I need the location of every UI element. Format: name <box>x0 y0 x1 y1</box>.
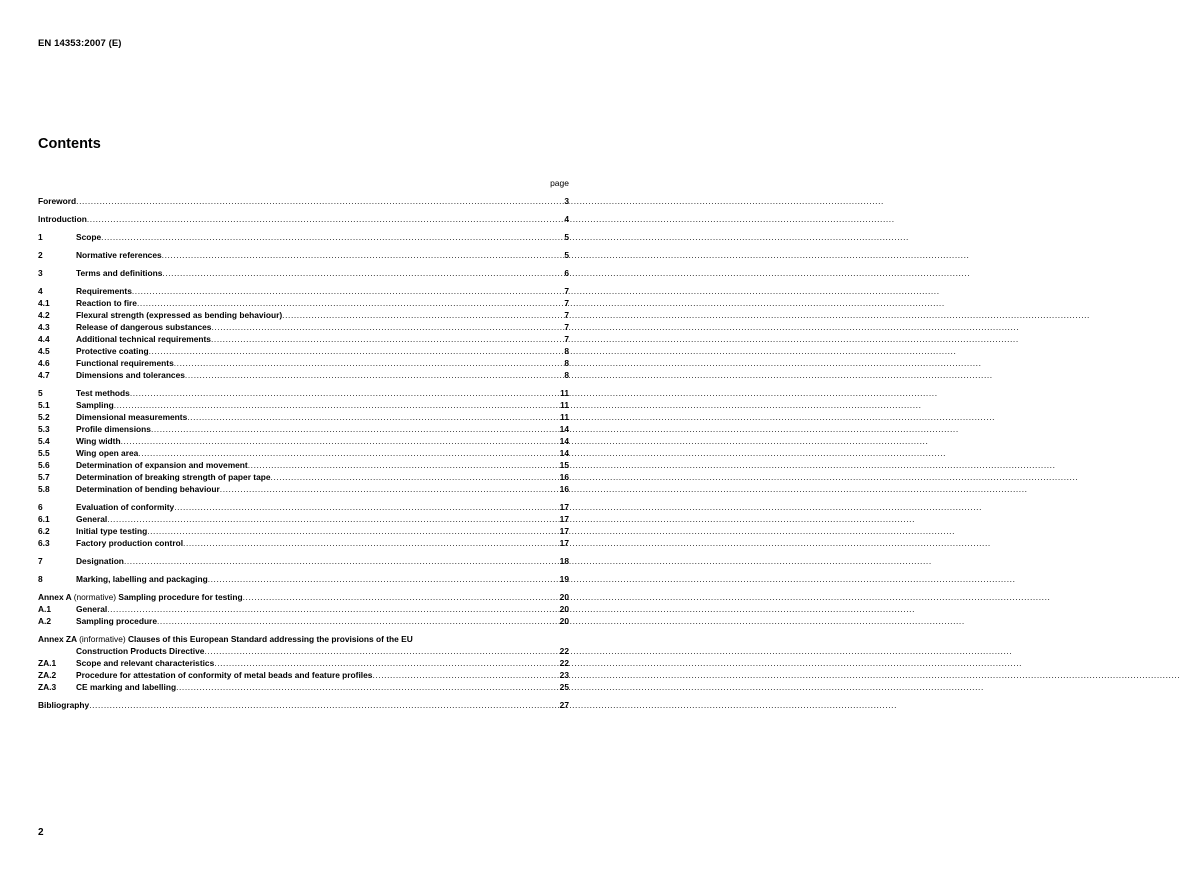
dot-leader <box>137 298 564 308</box>
dot-leader <box>124 556 560 566</box>
dot-leader <box>248 460 560 470</box>
toc-entry-5-7[interactable] <box>38 470 569 482</box>
toc-title: Profile dimensions <box>76 424 151 434</box>
toc-title: Determination of expansion and movement <box>76 460 248 470</box>
dot-leader <box>282 310 564 320</box>
toc-number: 5.5 <box>38 448 50 458</box>
toc-entry-4-2[interactable] <box>38 308 569 320</box>
toc-page: 8 <box>564 346 569 356</box>
toc-entry-annex-za[interactable] <box>38 644 569 656</box>
toc-entry-4[interactable] <box>38 284 569 296</box>
toc-entry-6-3[interactable] <box>38 536 569 548</box>
toc-title: Terms and definitions <box>76 268 163 278</box>
toc-number: 6.2 <box>38 526 50 536</box>
toc-page: 22 <box>559 646 569 656</box>
toc-title: Foreword <box>38 196 77 206</box>
toc-number: 5.2 <box>38 412 50 422</box>
dot-leader <box>130 388 560 398</box>
document-code: EN 14353:2007 (E) <box>38 38 122 49</box>
toc-page: 15 <box>559 460 569 470</box>
toc-page: 17 <box>559 514 569 524</box>
dot-leader <box>107 604 559 614</box>
table-of-contents <box>38 194 569 710</box>
toc-page: 14 <box>559 436 569 446</box>
toc-title: General <box>76 604 108 614</box>
toc-number: 6.1 <box>38 514 50 524</box>
toc-number: 4.5 <box>38 346 50 356</box>
toc-title: Scope <box>76 232 102 242</box>
toc-number: 5.7 <box>38 472 50 482</box>
toc-entry-a-2[interactable] <box>38 614 569 626</box>
toc-title: Dimensional measurements <box>76 412 188 422</box>
toc-page: 5 <box>564 250 569 260</box>
toc-entry-8[interactable] <box>38 572 569 584</box>
toc-title: General <box>76 514 108 524</box>
toc-page: 7 <box>564 334 569 344</box>
toc-number: 5 <box>38 388 43 398</box>
dot-leader <box>87 214 564 224</box>
toc-page: 11 <box>560 400 569 410</box>
toc-number: 4 <box>38 286 43 296</box>
toc-page: 3 <box>564 196 569 206</box>
toc-number: ZA.1 <box>38 658 57 668</box>
annex-kind: (normative) <box>73 592 117 602</box>
toc-entry-7[interactable] <box>38 554 569 566</box>
dot-leader <box>204 646 559 656</box>
toc-number: A.2 <box>38 616 52 626</box>
toc-page: 16 <box>559 484 569 494</box>
toc-title <box>38 592 243 602</box>
toc-entry-2[interactable] <box>38 248 569 260</box>
toc-number: ZA.2 <box>38 670 57 680</box>
toc-entry-4-6[interactable] <box>38 356 569 368</box>
toc-entry-5-6[interactable] <box>38 458 569 470</box>
toc-page: 16 <box>559 472 569 482</box>
toc-page: 6 <box>564 268 569 278</box>
toc-page: 17 <box>559 526 569 536</box>
toc-entry-4-5[interactable] <box>38 344 569 356</box>
dot-leader <box>89 700 559 710</box>
toc-page: 22 <box>559 658 569 668</box>
annex-title: Sampling procedure for testing <box>118 592 243 602</box>
toc-entry-4-4[interactable] <box>38 332 569 344</box>
toc-title <box>38 634 413 644</box>
toc-page: 11 <box>560 412 569 422</box>
dot-leader <box>174 502 559 512</box>
toc-title: Normative references <box>76 250 162 260</box>
toc-title: Wing open area <box>76 448 139 458</box>
toc-title: Scope and relevant characteristics <box>76 658 215 668</box>
toc-page: 20 <box>559 604 569 614</box>
toc-title: Flexural strength (expressed as bending behaviour) <box>76 310 283 320</box>
toc-page: 25 <box>559 682 569 692</box>
toc-page: 5 <box>564 232 569 242</box>
toc-page: 17 <box>559 502 569 512</box>
dot-leader <box>147 526 559 536</box>
dot-leader <box>162 250 565 260</box>
toc-title: Requirements <box>76 286 132 296</box>
dot-leader <box>174 358 565 368</box>
toc-title: Procedure for attestation of conformity of metal beads and feature profiles <box>76 670 373 680</box>
toc-title: CE marking and labelling <box>76 682 177 692</box>
dot-leader <box>271 472 560 482</box>
toc-number: 4.1 <box>38 298 50 308</box>
toc-entry-5-2[interactable] <box>38 410 569 422</box>
toc-number: 6 <box>38 502 43 512</box>
toc-entry-foreword[interactable] <box>38 194 569 206</box>
toc-title: Protective coating <box>76 346 149 356</box>
toc-page: 17 <box>559 538 569 548</box>
toc-entry-annex-a[interactable] <box>38 590 569 602</box>
dot-leader <box>162 268 564 278</box>
toc-number: A.1 <box>38 604 52 614</box>
toc-title: Evaluation of conformity <box>76 502 175 512</box>
toc-entry-5-4[interactable] <box>38 434 569 446</box>
toc-title: Functional requirements <box>76 358 174 368</box>
toc-number: 3 <box>38 268 43 278</box>
toc-title: Additional technical requirements <box>76 334 211 344</box>
toc-number: 5.8 <box>38 484 50 494</box>
dot-leader <box>211 322 564 332</box>
toc-entry-4-1[interactable] <box>38 296 569 308</box>
dot-leader <box>121 436 560 446</box>
toc-number: 5.3 <box>38 424 50 434</box>
dot-leader <box>76 196 564 206</box>
toc-page: 7 <box>564 286 569 296</box>
toc-title: Sampling procedure <box>76 616 157 626</box>
toc-title: Bibliography <box>38 700 90 710</box>
dot-leader <box>372 670 559 680</box>
toc-number: 8 <box>38 574 43 584</box>
toc-number: 5.1 <box>38 400 50 410</box>
toc-number: 5.6 <box>38 460 50 470</box>
dot-leader <box>185 370 564 380</box>
page-column-label: page <box>550 178 569 188</box>
page-number: 2 <box>38 827 44 838</box>
toc-number: 4.7 <box>38 370 50 380</box>
toc-title: Determination of bending behaviour <box>76 484 220 494</box>
toc-page: 20 <box>559 592 569 602</box>
dot-leader <box>183 538 560 548</box>
toc-entry-5-3[interactable] <box>38 422 569 434</box>
dot-leader <box>101 232 564 242</box>
toc-number: 4.2 <box>38 310 50 320</box>
toc-number: 2 <box>38 250 43 260</box>
dot-leader <box>132 286 564 296</box>
annex-title-line1: Clauses of this European Standard addressing the provisions of the EU <box>127 634 413 644</box>
toc-page: 19 <box>559 574 569 584</box>
contents-heading: Contents <box>38 136 101 152</box>
toc-page: 8 <box>564 370 569 380</box>
toc-title: Dimensions and tolerances <box>76 370 185 380</box>
toc-entry-3[interactable] <box>38 266 569 278</box>
toc-entry-a-1[interactable] <box>38 602 569 614</box>
toc-title: Release of dangerous substances <box>76 322 212 332</box>
dot-leader <box>220 484 560 494</box>
toc-entry-5-5[interactable] <box>38 446 569 458</box>
toc-entry-6-1[interactable] <box>38 512 569 524</box>
toc-page: 4 <box>564 214 569 224</box>
annex-number: Annex ZA <box>38 634 77 644</box>
toc-entry-6-2[interactable] <box>38 524 569 536</box>
toc-title: Test methods <box>76 388 130 398</box>
toc-entry-4-7[interactable] <box>38 368 569 380</box>
toc-entry-5-1[interactable] <box>38 398 569 410</box>
toc-page: 7 <box>564 298 569 308</box>
toc-entry-bibliography[interactable] <box>38 698 569 710</box>
dot-leader <box>138 448 559 458</box>
annex-number: Annex A <box>38 592 72 602</box>
toc-page: 11 <box>560 388 569 398</box>
toc-entry-introduction[interactable] <box>38 212 569 224</box>
annex-title-line2: Construction Products Directive <box>76 646 205 656</box>
toc-entry-6[interactable] <box>38 500 569 512</box>
toc-title: Reaction to fire <box>76 298 137 308</box>
toc-page: 7 <box>564 310 569 320</box>
toc-entry-annex-za-heading[interactable] <box>38 632 569 644</box>
toc-entry-za-1[interactable] <box>38 656 569 668</box>
toc-entry-4-3[interactable] <box>38 320 569 332</box>
toc-page: 8 <box>564 358 569 368</box>
toc-page: 27 <box>559 700 569 710</box>
toc-page: 14 <box>559 448 569 458</box>
dot-leader <box>149 346 565 356</box>
toc-title: Wing width <box>76 436 121 446</box>
dot-leader <box>208 574 560 584</box>
toc-entry-5-8[interactable] <box>38 482 569 494</box>
dot-leader <box>187 412 560 422</box>
dot-leader <box>114 400 560 410</box>
toc-title: Designation <box>76 556 124 566</box>
toc-number: 1 <box>38 232 43 242</box>
dot-leader <box>214 658 559 668</box>
dot-leader <box>176 682 560 692</box>
toc-number: 4.3 <box>38 322 50 332</box>
toc-title: Initial type testing <box>76 526 148 536</box>
toc-page: 7 <box>564 322 569 332</box>
dot-leader <box>243 592 560 602</box>
toc-page: 18 <box>559 556 569 566</box>
toc-title: Factory production control <box>76 538 184 548</box>
toc-number: 4.4 <box>38 334 50 344</box>
annex-kind: (informative) <box>79 634 126 644</box>
toc-entry-za-3[interactable] <box>38 680 569 692</box>
toc-page: 14 <box>559 424 569 434</box>
toc-number: 5.4 <box>38 436 50 446</box>
toc-number: 7 <box>38 556 43 566</box>
toc-number: 6.3 <box>38 538 50 548</box>
toc-title: Determination of breaking strength of paper tape <box>76 472 271 482</box>
toc-title: Introduction <box>38 214 87 224</box>
toc-title: Marking, labelling and packaging <box>76 574 208 584</box>
dot-leader <box>151 424 560 434</box>
toc-number: 4.6 <box>38 358 50 368</box>
toc-page: 20 <box>559 616 569 626</box>
toc-page: 23 <box>559 670 569 680</box>
toc-entry-za-2[interactable] <box>38 668 569 680</box>
toc-entry-1[interactable] <box>38 230 569 242</box>
dot-leader <box>157 616 560 626</box>
toc-entry-5[interactable] <box>38 386 569 398</box>
toc-number: ZA.3 <box>38 682 57 692</box>
dot-leader <box>107 514 559 524</box>
toc-title: Sampling <box>76 400 114 410</box>
dot-leader <box>211 334 564 344</box>
